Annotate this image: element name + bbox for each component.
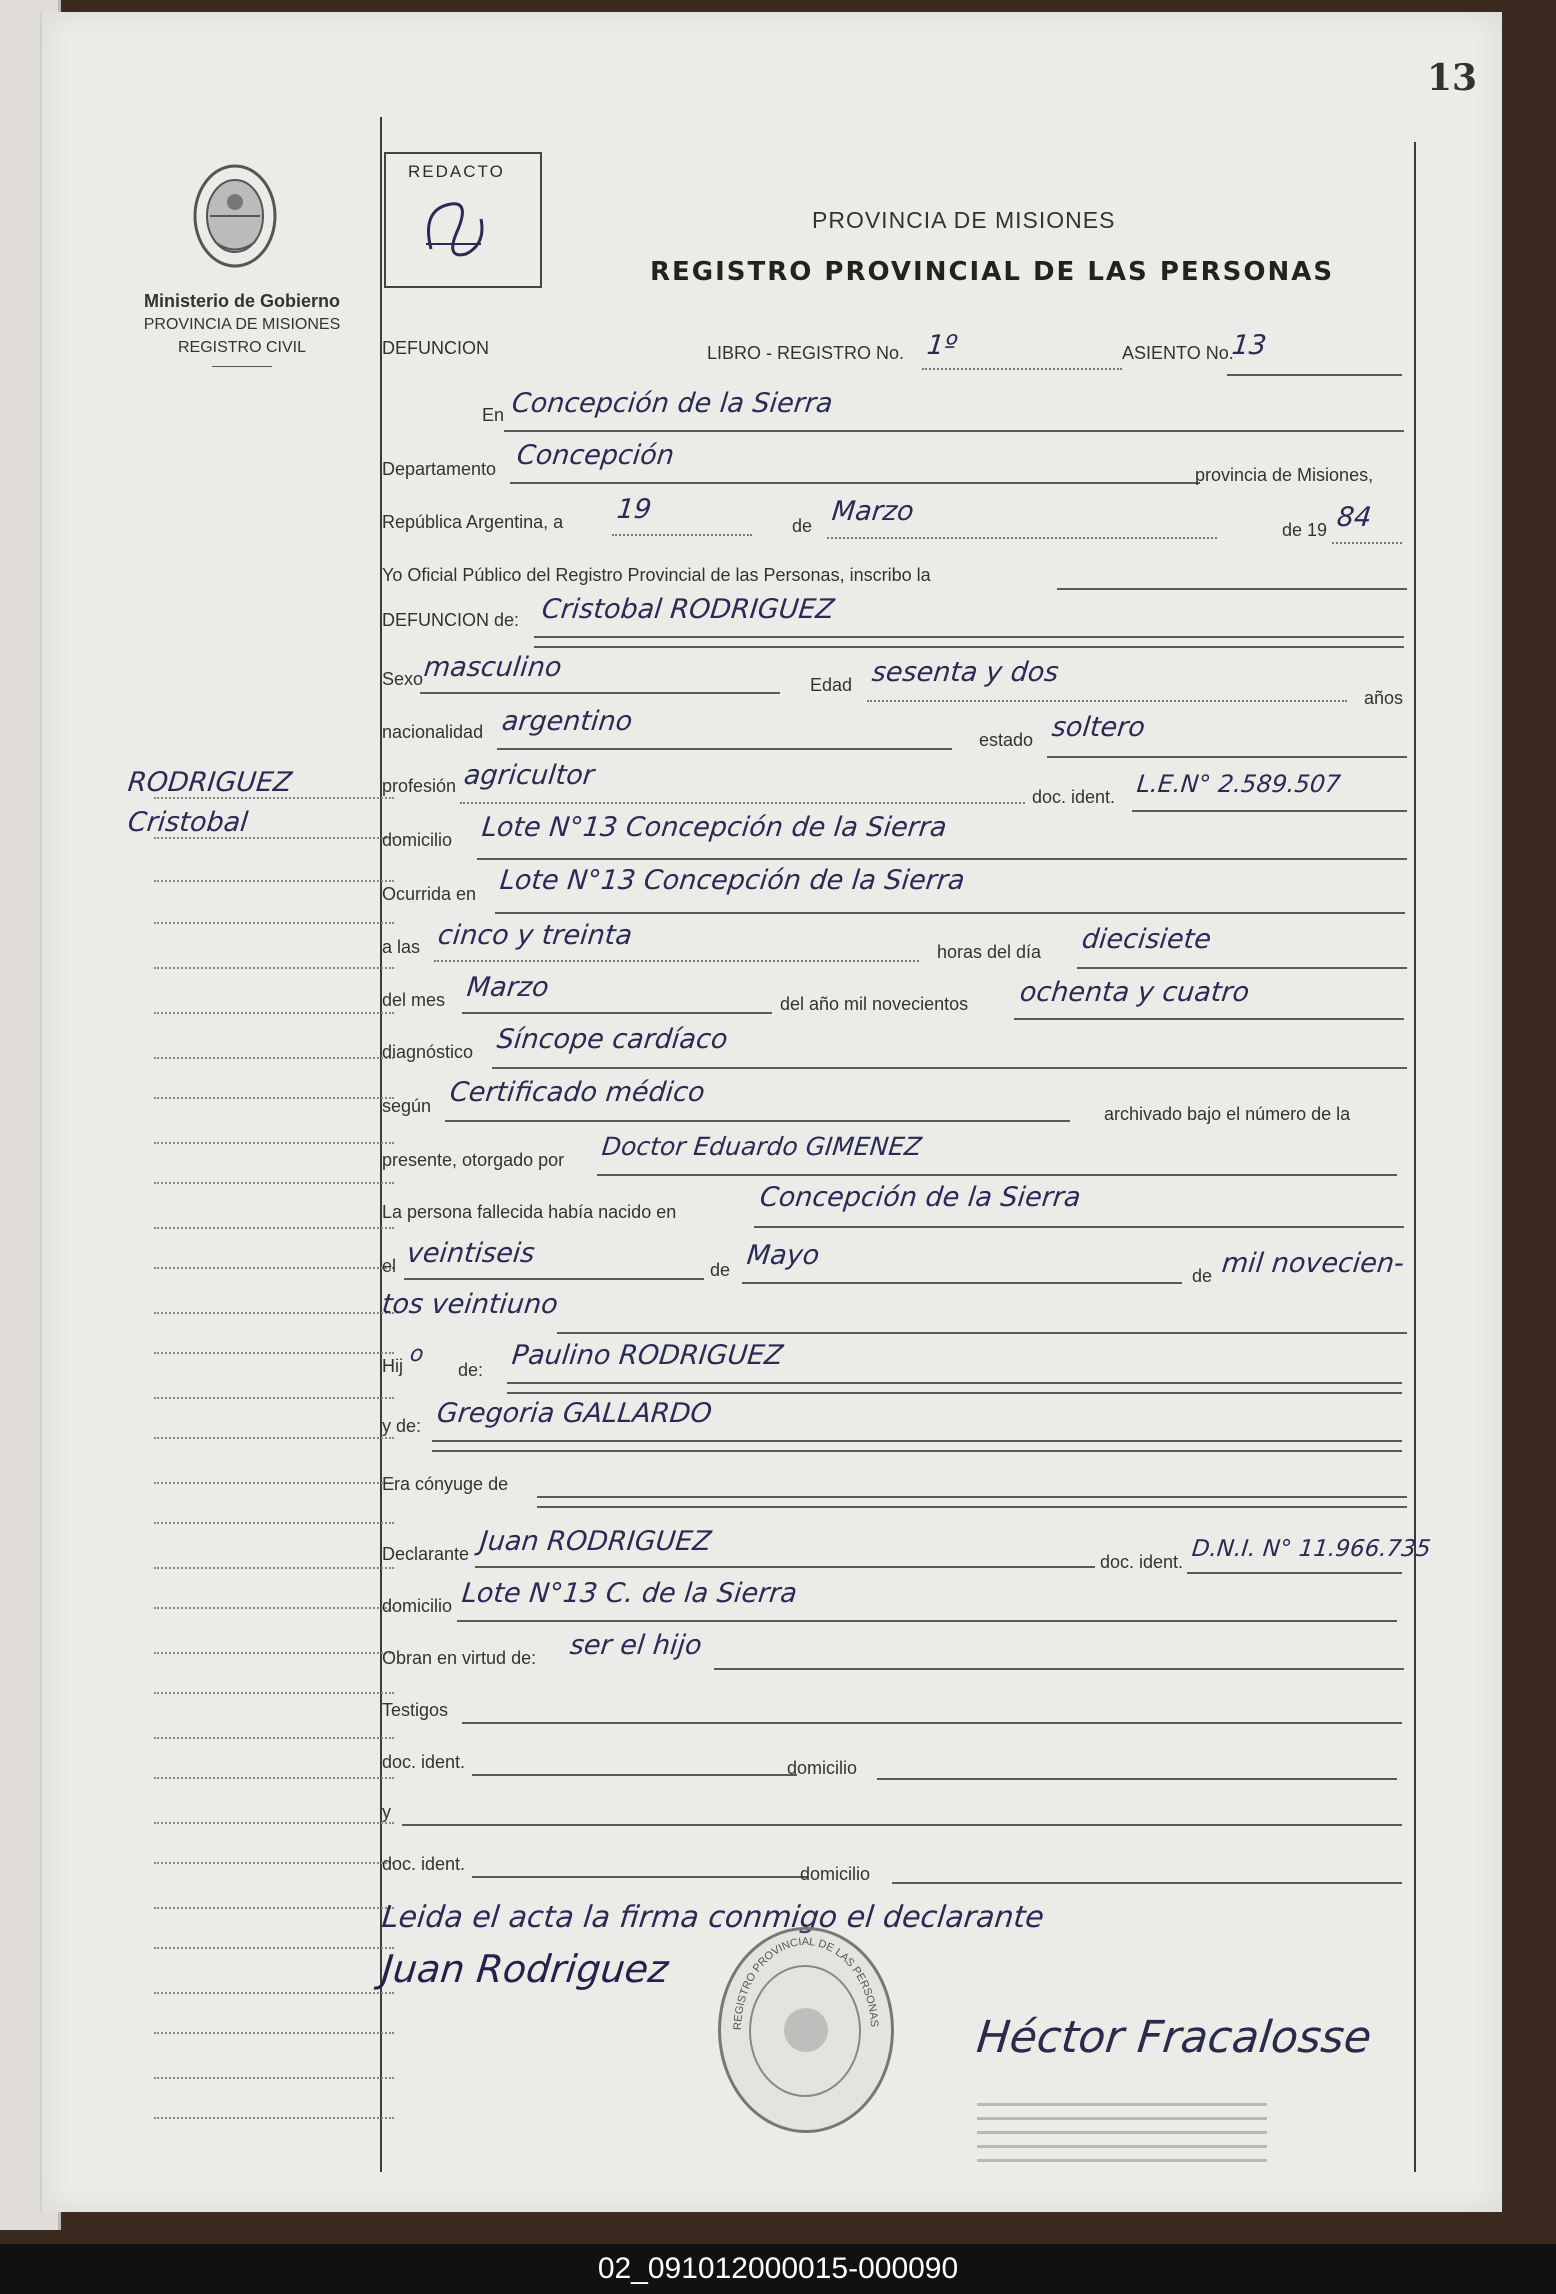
asiento-label: ASIENTO No. [1122,343,1234,363]
testigos-label: Testigos [382,1700,449,1720]
conyuge-line [537,1496,1407,1498]
officer-stamp-block [977,2092,1267,2162]
margin-rule [154,1352,394,1354]
a-las-label: a las [382,937,421,957]
nac-dia-line [404,1278,704,1280]
hijo-suffix-value: o [408,1342,425,1367]
seal-text-icon [721,1930,891,2130]
mes-fallec-line [462,1012,772,1014]
diagnostico-value: Síncope cardíaco [495,1024,730,1055]
deceased-name-line [534,636,1404,638]
obran-line [714,1668,1404,1670]
libro-label: LIBRO - REGISTRO No. [707,343,905,363]
margin-rule [154,1397,394,1399]
hijo-label: Hij [382,1356,403,1376]
estado-line [1047,756,1407,758]
departamento-value: Concepción [515,440,676,471]
madre-line [432,1440,1402,1442]
nacionalidad-label: nacionalidad [382,722,484,742]
del-ano-label: del año mil novecientos [780,994,969,1014]
diagnostico-line [492,1067,1407,1069]
edad-line [867,700,1347,702]
deceased-name-line-2 [534,646,1404,648]
margin-rule [154,1777,394,1779]
madre-line-2 [432,1450,1402,1452]
dia-fallec-line [1077,967,1407,969]
margin-rule [154,1607,394,1609]
sexo-line [420,692,780,694]
asiento-value: 13 [1230,330,1268,361]
declarante-line [475,1566,1095,1568]
redacto-label: REDACTO [408,162,505,181]
y-line [402,1824,1402,1826]
anos-label: años [1364,688,1404,708]
decl-dom-label: domicilio [382,1596,453,1616]
declarante-value: Juan RODRIGUEZ [478,1526,713,1557]
del-mes-label: del mes [382,990,446,1010]
dia-fallec-value: diecisiete [1080,924,1213,955]
obran-label: Obran en virtud de: [382,1648,537,1668]
margin-rule [154,1482,394,1484]
redacto-initials-icon [411,189,511,269]
nacionalidad-value: argentino [500,706,634,737]
conyuge-label: Era cónyuge de [382,1474,509,1494]
doc-ident-label: doc. ident. [1032,787,1116,807]
testigo1-doc-label: doc. ident. [382,1752,466,1772]
provincia-label: provincia de Misiones, [1195,465,1374,485]
margin-rule [154,1737,394,1739]
nacionalidad-line [497,748,952,750]
testigo2-doc-line [472,1876,807,1878]
redacto-box [384,152,542,288]
de-year-label: de 19 [1282,520,1328,540]
testigo2-doc-label: doc. ident. [382,1854,466,1874]
conyuge-line-2 [537,1506,1407,1508]
sexo-label: Sexo [382,669,424,689]
margin-rule [154,967,394,969]
decl-dom-line [457,1620,1397,1622]
margin-rule [154,1267,394,1269]
de-label: de [792,516,813,536]
archivado-label: archivado bajo el número de la [1104,1104,1351,1124]
nacido-en-value: Concepción de la Sierra [758,1182,1083,1213]
libro-line [922,368,1122,370]
margin-rule [154,1227,394,1229]
margin-rule [154,880,394,882]
y-label: y [382,1802,391,1822]
republica-label: República Argentina, a [382,512,564,532]
margin-rule [154,1097,394,1099]
document-page [40,12,1502,2212]
year-value: 84 [1335,502,1373,533]
margin-rule [154,1182,394,1184]
testigo1-dom-line [877,1778,1397,1780]
padre-line [507,1382,1402,1384]
horas-label: horas del día [937,942,1042,962]
hijo-de-label: de: [458,1360,484,1380]
ministry-province: PROVINCIA DE MISIONES [143,316,341,333]
margin-rule [154,1862,394,1864]
margin-name: Cristobal [126,807,250,838]
firma-oficial: Héctor Fracalosse [974,2012,1374,2063]
ocurrida-label: Ocurrida en [382,884,477,904]
decl-dom-value: Lote N°13 C. de la Sierra [460,1578,799,1609]
mes-fallec-value: Marzo [465,972,551,1003]
en-label: En [482,405,505,425]
deceased-name-value: Cristobal RODRIGUEZ [540,594,836,625]
libro-value: 1º [925,330,959,361]
profesion-label: profesión [382,776,457,796]
margin-rule [154,1652,394,1654]
margin-rule [154,797,394,799]
margin-rule [154,1057,394,1059]
padre-line-2 [507,1392,1402,1394]
doc-ident-line [1132,810,1407,812]
nac-ano1-value: mil novecien- [1220,1248,1406,1279]
header-registry: REGISTRO PROVINCIAL DE LAS PERSONAS [650,257,1335,287]
doc-type-label: DEFUNCION [382,338,489,358]
sexo-value: masculino [422,652,564,683]
nac-mes-value: Mayo [745,1240,821,1271]
y-de-label: y de: [382,1416,422,1436]
segun-label: según [382,1096,432,1116]
profesion-value: agricultor [462,760,596,791]
edad-label: Edad [810,675,853,695]
estado-value: soltero [1050,712,1147,743]
persona-label: La persona fallecida había nacido en [382,1202,677,1222]
mes-line [827,537,1217,539]
ocurrida-line [495,912,1405,914]
margin-rule [154,1992,394,1994]
testigo1-dom-label: domicilio [787,1758,858,1778]
dia-line [612,534,752,536]
decl-doc-line [1187,1572,1402,1574]
dia-value: 19 [615,494,653,525]
ministry-block [112,290,372,359]
ano-fallec-line [1014,1018,1404,1020]
margin-rule [154,837,394,839]
header-province: PROVINCIA DE MISIONES [812,207,1116,233]
edad-value: sesenta y dos [870,657,1061,688]
margin-rule [154,1567,394,1569]
estado-label: estado [979,730,1034,750]
segun-value: Certificado médico [448,1077,707,1108]
testigo1-doc-line [472,1774,797,1776]
domicilio-line [477,858,1407,860]
departamento-line [510,482,1200,484]
margin-rule [154,2032,394,2034]
margin-rule [154,1012,394,1014]
decl-doc-label: doc. ident. [1100,1552,1184,1572]
domicilio-label: domicilio [382,830,453,850]
doc-ident-value: L.E.N° 2.589.507 [1135,770,1343,798]
nac-ano-line [557,1332,1407,1334]
nac-mes-line [742,1282,1182,1284]
declarante-label: Declarante [382,1544,470,1564]
yo-oficial-line [1057,588,1407,590]
year-line [1332,542,1402,544]
margin-rule [154,1822,394,1824]
nac-de2-label: de [1192,1266,1213,1286]
ministry-title: Ministerio de Gobierno [143,291,340,311]
margin-rule [154,1692,394,1694]
asiento-line [1227,374,1402,376]
place-value: Concepción de la Sierra [510,388,835,419]
margin-surname: RODRIGUEZ [126,767,294,798]
footer-id: 02_091012000015-000090 [0,2244,1556,2294]
page-number: 13 [1427,57,1478,99]
svg-text:REGISTRO PROVINCIAL DE LAS PER: REGISTRO PROVINCIAL DE LAS PERSONAS [731,1935,881,2031]
hora-line [434,960,919,962]
margin-rule [154,1142,394,1144]
testigo2-dom-label: domicilio [800,1864,871,1884]
margin-rule [154,2117,394,2119]
ocurrida-value: Lote N°13 Concepción de la Sierra [498,865,967,896]
margin-rule [154,922,394,924]
segun-line [445,1120,1070,1122]
margin-rule [154,1947,394,1949]
margin-rule [154,2077,394,2079]
firma-declarante: Juan Rodriguez [379,1947,671,1991]
margin-rule [154,1907,394,1909]
el-label: el [382,1256,397,1276]
right-frame-line [1414,142,1416,2172]
otorgado-line [597,1174,1397,1176]
diagnostico-label: diagnóstico [382,1042,474,1062]
ano-fallec-value: ochenta y cuatro [1018,977,1251,1008]
place-line [504,430,1404,432]
domicilio-value: Lote N°13 Concepción de la Sierra [480,812,949,843]
defuncion-de-label: DEFUNCION de: [382,610,520,630]
obran-value: ser el hijo [568,1630,704,1661]
nac-dia-value: veintiseis [405,1238,537,1269]
profesion-line [460,802,1025,804]
hora-value: cinco y treinta [436,920,634,951]
departamento-label: Departamento [382,459,497,479]
nac-ano2-value: tos veintiuno [380,1289,560,1320]
ministry-divider [212,366,272,367]
nacido-en-line [754,1226,1404,1228]
madre-value: Gregoria GALLARDO [435,1398,714,1429]
leida-value: Leida el acta la firma conmigo el declarante [380,1900,1046,1935]
margin-rule [154,1437,394,1439]
nac-de-label: de [710,1260,731,1280]
official-seal-stamp [718,1927,894,2133]
coat-of-arms-icon [190,162,280,270]
margin-rule [154,1522,394,1524]
mes-value: Marzo [830,496,916,527]
margin-rule [154,1312,394,1314]
testigos-line [462,1722,1402,1724]
otorgado-value: Doctor Eduardo GIMENEZ [600,1132,924,1161]
yo-oficial-label: Yo Oficial Público del Registro Provincial de las Personas, inscribo la [382,565,931,585]
ministry-registry: REGISTRO CIVIL [177,339,307,356]
testigo2-dom-line [892,1882,1402,1884]
presente-label: presente, otorgado por [382,1150,565,1170]
padre-value: Paulino RODRIGUEZ [510,1340,785,1371]
decl-doc-value: D.N.I. N° 11.966.735 [1190,1536,1433,1562]
